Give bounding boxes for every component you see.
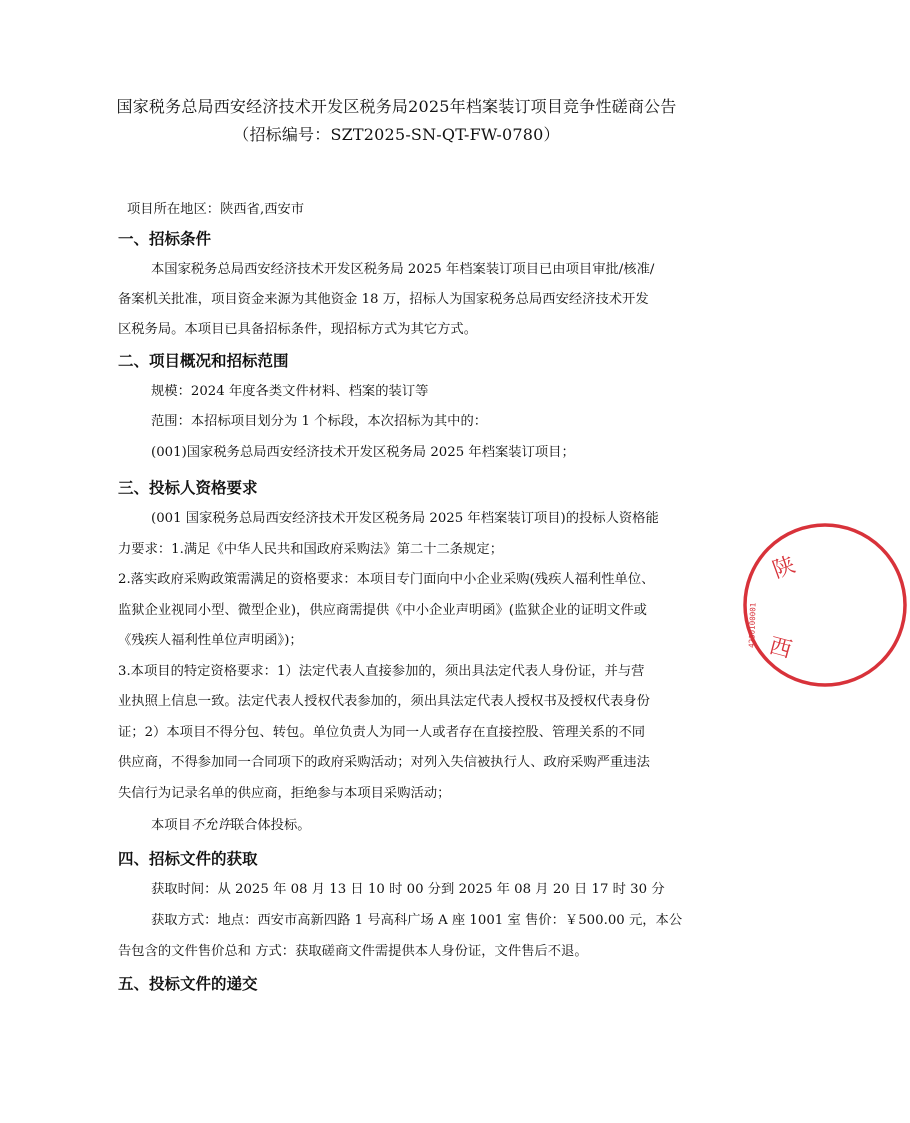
paragraph-line: (001 国家税务总局西安经济技术开发区税务局 2025 年档案装订项目)的投标人资格能 [151,511,659,526]
seal-char-1: 陕 [769,552,799,584]
paragraph-line: 本国家税务总局西安经济技术开发区税务局 2025 年档案装订项目已由项目审批/核准/ [151,262,655,277]
section-heading-2: 二、项目概况和招标范围 [118,352,289,370]
paragraph-line: 2.落实政府采购政策需满足的资格要求：本项目专门面向中小企业采购(残疾人福利性单位、 [118,572,655,587]
paragraph-line: 3.本项目的特定资格要求：1）法定代表人直接参加的，须出具法定代表人身份证，并与营 [118,664,645,679]
consortium-pre: 本项目 [151,818,191,833]
consortium-post: 联合体投标。 [230,818,311,833]
paragraph-line: 监狱企业视同小型、微型企业)，供应商需提供《中小企业声明函》(监狱企业的证明文件或 [118,603,647,618]
seal-outer-ring [745,525,905,685]
section-heading-1: 一、招标条件 [118,230,212,248]
paragraph-line: 业执照上信息一致。法定代表人授权代表参加的，须出具法定代表人授权书及授权代表身份 [118,694,650,709]
paragraph-line: 证；2）本项目不得分包、转包。单位负责人为同一人或者存在直接控股、管理关系的不同 [118,725,646,740]
seal-char-2: 西 [766,633,795,664]
section-heading-3: 三、投标人资格要求 [118,479,258,497]
paragraph-line: 区税务局。本项目已具备招标条件，现招标方式为其它方式。 [118,322,478,337]
section-heading-5: 五、投标文件的递交 [118,975,258,993]
paragraph-line: 规模：2024 年度各类文件材料、档案的装订等 [151,384,429,399]
official-seal-stamp [740,520,910,690]
consortium-line [151,816,311,836]
tender-code: （招标编号：SZT2025-SN-QT-FW-0780） [233,125,560,144]
paragraph-line: 范围：本招标项目划分为 1 个标段，本次招标为其中的： [151,414,488,429]
paragraph-line: 获取方式：地点：西安市高新四路 1 号高科广场 A 座 1001 室 售价：￥500.00 元，本公 [151,913,683,928]
paragraph-line: (001)国家税务总局西安经济技术开发区税务局 2025 年档案装订项目； [151,445,575,460]
paragraph-line: 力要求：1.满足《中华人民共和国政府采购法》第二十二条规定； [118,542,503,557]
paragraph-line: 供应商，不得参加同一合同项下的政府采购活动；对列入失信被执行人、政府采购严重违法 [118,755,650,770]
paragraph-line: 告包含的文件售价总和 方式：获取磋商文件需提供本人身份证，文件售后不退。 [118,944,588,959]
paragraph-line: 备案机关批准，项目资金来源为其他资金 18 万，招标人为国家税务总局西安经济技术开发 [118,292,649,307]
document-title: 国家税务总局西安经济技术开发区税务局2025年档案装订项目竞争性磋商公告 [116,97,677,116]
paragraph-line: 获取时间：从 2025 年 08 月 13 日 10 时 00 分到 2025 年 08 月 20 日 17 时 30 分 [151,882,665,897]
paragraph-line: 《残疾人福利性单位声明函》)； [118,633,303,648]
section-heading-4: 四、招标文件的获取 [118,850,258,868]
consortium-not-allowed: 不允许 [190,818,231,833]
paragraph-line: 失信行为记录名单的供应商，拒绝参与本项目采购活动； [118,786,451,801]
seal-serial: 4230100001 [747,602,758,649]
project-region: 项目所在地区：陕西省,西安市 [127,202,305,217]
